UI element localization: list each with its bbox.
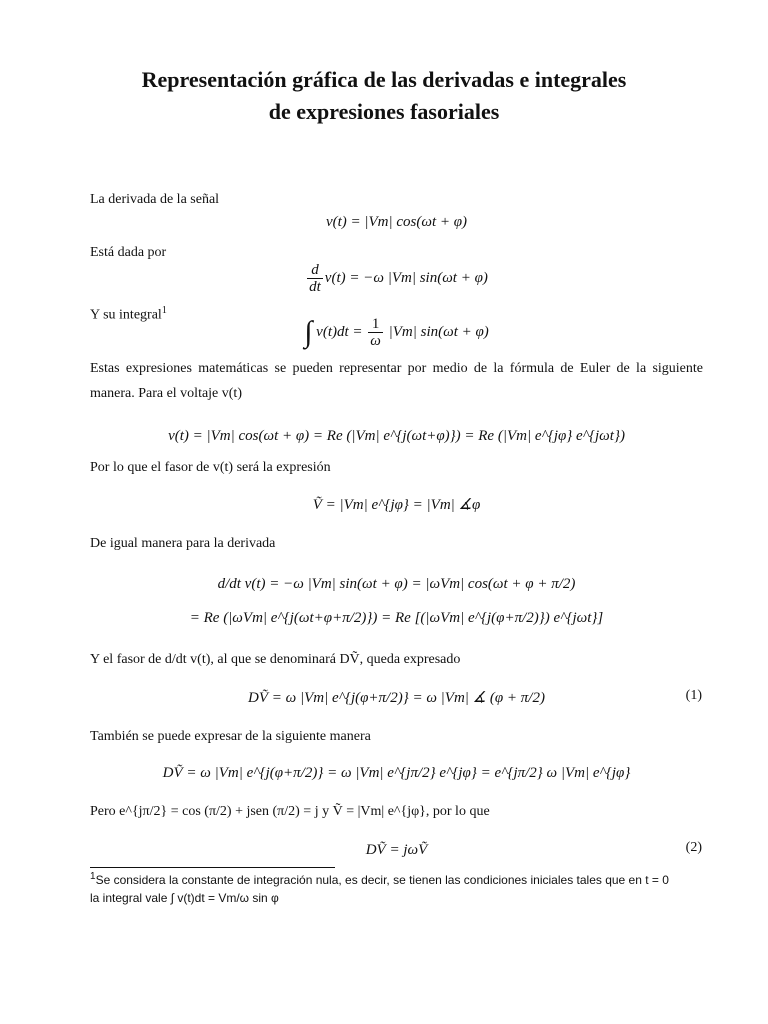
equation-phasor: Ṽ = |Vm| e^{jφ} = |Vm| ∡φ bbox=[312, 497, 481, 513]
equation-1: DṼ = ω |Vm| e^{j(φ+π/2)} = ω |Vm| ∡ (φ + π/2) bbox=[248, 690, 545, 706]
footnote-ref: 1 bbox=[161, 305, 167, 316]
title-line-2: de expresiones fasoriales bbox=[268, 99, 500, 124]
paragraph-derivada: De igual manera para la derivada bbox=[90, 536, 276, 551]
footnote-line-1: $^1$Se considera la constante de integración nula, es decir, se tienen las condiciones iniciales tales que en t = 0 bbox=[90, 871, 669, 887]
paragraph-esta-dada: Está dada por bbox=[90, 245, 167, 260]
derivative-fraction: $\frac{d}{dt}$ bbox=[309, 262, 321, 295]
equation-euler-voltage: v(t) = |Vm| cos(ωt + φ) = Re (|Vm| e^{j(ωt+φ)}) = Re (|Vm| e^{jφ} e^{jωt}) bbox=[168, 428, 625, 444]
integral-fraction: $\frac{1}{\omega}$ bbox=[370, 316, 381, 349]
footnote-line-2: la integral vale ∫ v(t)dt = Vm/ω sin φ bbox=[90, 891, 279, 905]
paragraph-tambien: También se puede expresar de la siguiente manera bbox=[90, 729, 371, 744]
equation-derivative-cos: d/dt v(t) = −ω |Vm| sin(ωt + φ) = |ωVm| cos(ωt + φ + π/2) bbox=[217, 576, 576, 592]
equation-integral: ∫ v(t)dt = $\frac{1}{\omega}$ |Vm| sin(ωt + φ) bbox=[304, 315, 489, 349]
equation-derivative bbox=[90, 262, 703, 296]
paragraph-fasor: Por lo que el fasor de v(t) será la expresión bbox=[90, 460, 331, 475]
paragraph-su-integral: Y su integral$^1$ bbox=[90, 305, 167, 323]
paragraph-fasor-derivada: Y el fasor de d/dt v(t), al que se denominará DṼ, queda expresado bbox=[90, 652, 461, 667]
equation-signal: v(t) = |Vm| cos(ωt + φ) bbox=[325, 214, 468, 230]
equation-derivative-re: = Re (|ωVm| e^{j(ωt+φ+π/2)}) = Re [(|ωVm| e^{j(φ+π/2)}) e^{jωt}] bbox=[189, 610, 604, 626]
paragraph-pero: Pero e^{jπ/2} = cos (π/2) + jsen (π/2) = j y Ṽ = |Vm| e^{jφ}, por lo que bbox=[90, 804, 490, 819]
paragraph-euler: Estas expresiones matemáticas se pueden representar por medio de la fórmula de Euler de la siguiente manera. Para el voltaje v(t) bbox=[90, 361, 703, 401]
equation-expanded: DṼ = ω |Vm| e^{j(φ+π/2)} = ω |Vm| e^{jπ/2} e^{jφ} = e^{jπ/2} ω |Vm| e^{jφ} bbox=[162, 765, 631, 781]
paragraph-derivada-intro: La derivada de la señal bbox=[90, 192, 220, 207]
title-line-1: Representación gráfica de las derivadas e integrales bbox=[141, 67, 627, 92]
footnote-mark: 1 bbox=[90, 871, 96, 882]
equation-number-1: (1) bbox=[685, 688, 702, 703]
equation-2: DṼ = jωṼ bbox=[365, 842, 428, 858]
integral-sign: ∫ bbox=[304, 315, 313, 349]
equation-number-2: (2) bbox=[685, 840, 702, 855]
derivative-rhs: v(t) = −ω |Vm| sin(ωt + φ) bbox=[324, 269, 488, 286]
